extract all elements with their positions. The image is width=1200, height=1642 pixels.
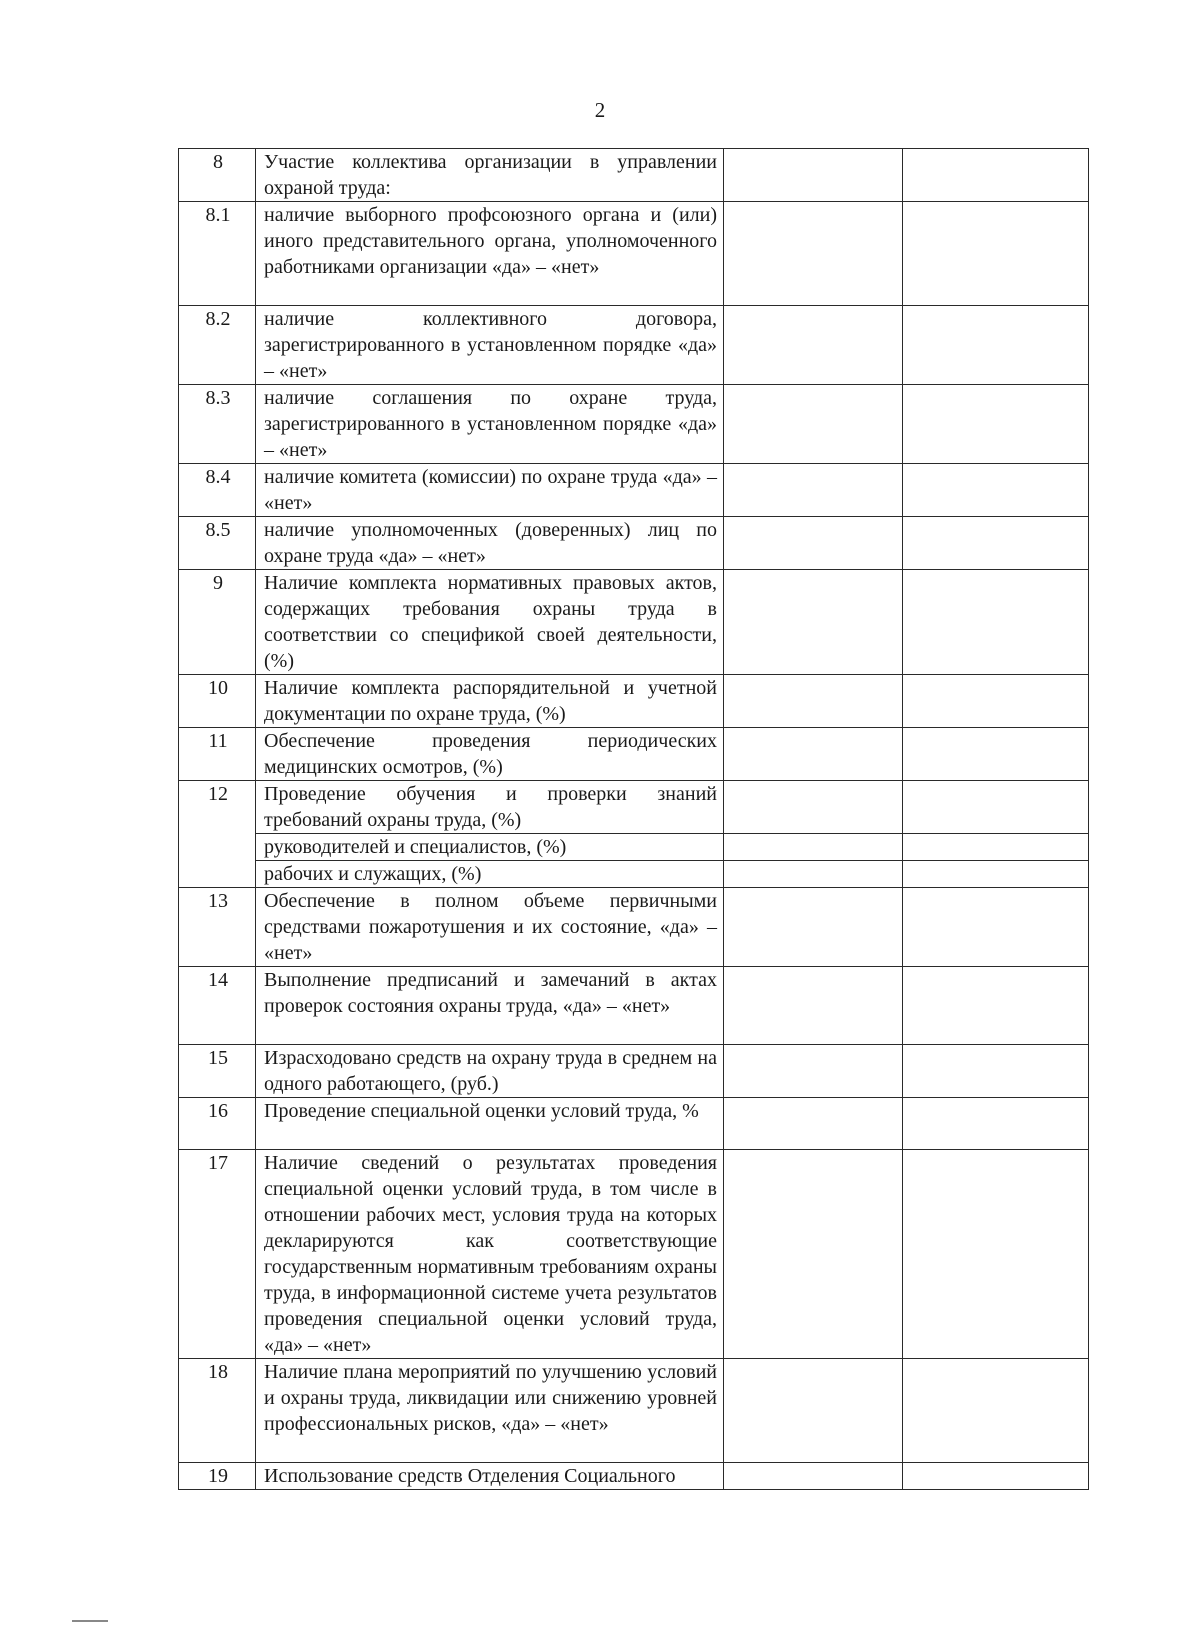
value-cell xyxy=(724,861,903,888)
row-text: наличие соглашения по охране труда, зарегистрированного в установленном порядке «да» – «нет» xyxy=(256,385,724,464)
table-row xyxy=(179,1359,1089,1463)
value-cell xyxy=(724,1045,903,1098)
scan-mark xyxy=(72,1620,108,1622)
row-number: 16 xyxy=(179,1098,256,1150)
value-cell xyxy=(903,202,1089,306)
row-number: 8.5 xyxy=(179,517,256,570)
table-row xyxy=(179,306,1089,385)
table-row xyxy=(179,675,1089,728)
row-number: 17 xyxy=(179,1150,256,1359)
table-row xyxy=(179,1150,1089,1359)
value-cell xyxy=(724,728,903,781)
row-number: 11 xyxy=(179,728,256,781)
value-cell xyxy=(903,1150,1089,1359)
value-cell xyxy=(724,202,903,306)
indicators-table xyxy=(178,148,1089,1490)
table-row xyxy=(179,385,1089,464)
value-cell xyxy=(903,728,1089,781)
table-row xyxy=(179,781,1089,834)
row-text: наличие уполномоченных (доверенных) лиц по охране труда «да» – «нет» xyxy=(256,517,724,570)
row-number: 8.4 xyxy=(179,464,256,517)
row-text: Участие коллектива организации в управлении охраной труда: xyxy=(256,149,724,202)
table-row xyxy=(179,1045,1089,1098)
table-row xyxy=(179,1463,1089,1490)
row-text: Наличие сведений о результатах проведения специальной оценки условий труда, в том числе в отношении рабочих мест, условия труда на которых декларируются как соответствующие государственным нормативным требованиям охраны труда, в информационной системе учета результатов проведения специальной оценки условий труда, «да» – «нет» xyxy=(256,1150,724,1359)
row-number: 19 xyxy=(179,1463,256,1490)
row-text: наличие комитета (комиссии) по охране труда «да» – «нет» xyxy=(256,464,724,517)
row-number: 8 xyxy=(179,149,256,202)
table-row xyxy=(179,517,1089,570)
row-text: Израсходовано средств на охрану труда в среднем на одного работающего, (руб.) xyxy=(256,1045,724,1098)
value-cell xyxy=(903,675,1089,728)
table-row xyxy=(179,570,1089,675)
value-cell xyxy=(903,834,1089,861)
row-number: 8.3 xyxy=(179,385,256,464)
row-number: 12 xyxy=(179,781,256,888)
value-cell xyxy=(903,149,1089,202)
table-row xyxy=(179,834,1089,861)
table-row xyxy=(179,464,1089,517)
value-cell xyxy=(724,675,903,728)
value-cell xyxy=(724,834,903,861)
value-cell xyxy=(724,1098,903,1150)
row-number: 15 xyxy=(179,1045,256,1098)
table-row xyxy=(179,149,1089,202)
value-cell xyxy=(724,1150,903,1359)
value-cell xyxy=(724,464,903,517)
value-cell xyxy=(724,1359,903,1463)
row-text: Обеспечение в полном объеме первичными средствами пожаротушения и их состояние, «да» – «нет» xyxy=(256,888,724,967)
row-number: 8.1 xyxy=(179,202,256,306)
value-cell xyxy=(724,306,903,385)
row-text: рабочих и служащих, (%) xyxy=(256,861,724,888)
value-cell xyxy=(724,967,903,1045)
value-cell xyxy=(724,517,903,570)
value-cell xyxy=(724,781,903,834)
value-cell xyxy=(724,149,903,202)
value-cell xyxy=(724,385,903,464)
value-cell xyxy=(724,888,903,967)
value-cell xyxy=(903,385,1089,464)
value-cell xyxy=(903,1098,1089,1150)
table-row xyxy=(179,1098,1089,1150)
row-text: руководителей и специалистов, (%) xyxy=(256,834,724,861)
value-cell xyxy=(903,888,1089,967)
row-number: 8.2 xyxy=(179,306,256,385)
value-cell xyxy=(903,1045,1089,1098)
row-text: Наличие комплекта нормативных правовых актов, содержащих требования охраны труда в соответствии со спецификой своей деятельности, (%) xyxy=(256,570,724,675)
table-row xyxy=(179,728,1089,781)
row-number: 10 xyxy=(179,675,256,728)
value-cell xyxy=(903,306,1089,385)
value-cell xyxy=(724,1463,903,1490)
table-row xyxy=(179,888,1089,967)
value-cell xyxy=(903,1359,1089,1463)
table-row xyxy=(179,202,1089,306)
row-number: 13 xyxy=(179,888,256,967)
row-text: Наличие плана мероприятий по улучшению условий и охраны труда, ликвидации или снижению уровней профессиональных рисков, «да» – «нет» xyxy=(256,1359,724,1463)
row-text: Обеспечение проведения периодических медицинских осмотров, (%) xyxy=(256,728,724,781)
value-cell xyxy=(903,570,1089,675)
page-number: 2 xyxy=(594,98,606,122)
row-text: Проведение обучения и проверки знаний требований охраны труда, (%) xyxy=(256,781,724,834)
value-cell xyxy=(903,781,1089,834)
row-number: 18 xyxy=(179,1359,256,1463)
row-text: Выполнение предписаний и замечаний в актах проверок состояния охраны труда, «да» – «нет» xyxy=(256,967,724,1045)
table-row xyxy=(179,861,1089,888)
row-text: Наличие комплекта распорядительной и учетной документации по охране труда, (%) xyxy=(256,675,724,728)
value-cell xyxy=(724,570,903,675)
row-text: Использование средств Отделения Социального xyxy=(256,1463,724,1490)
value-cell xyxy=(903,967,1089,1045)
row-text: наличие выборного профсоюзного органа и (или) иного представительного органа, уполномоченного работниками организации «да» – «нет» xyxy=(256,202,724,306)
table-row xyxy=(179,967,1089,1045)
value-cell xyxy=(903,861,1089,888)
row-text: Проведение специальной оценки условий труда, % xyxy=(256,1098,724,1150)
row-number: 9 xyxy=(179,570,256,675)
value-cell xyxy=(903,1463,1089,1490)
row-text: наличие коллективного договора, зарегистрированного в установленном порядке «да» – «нет» xyxy=(256,306,724,385)
value-cell xyxy=(903,517,1089,570)
value-cell xyxy=(903,464,1089,517)
row-number: 14 xyxy=(179,967,256,1045)
